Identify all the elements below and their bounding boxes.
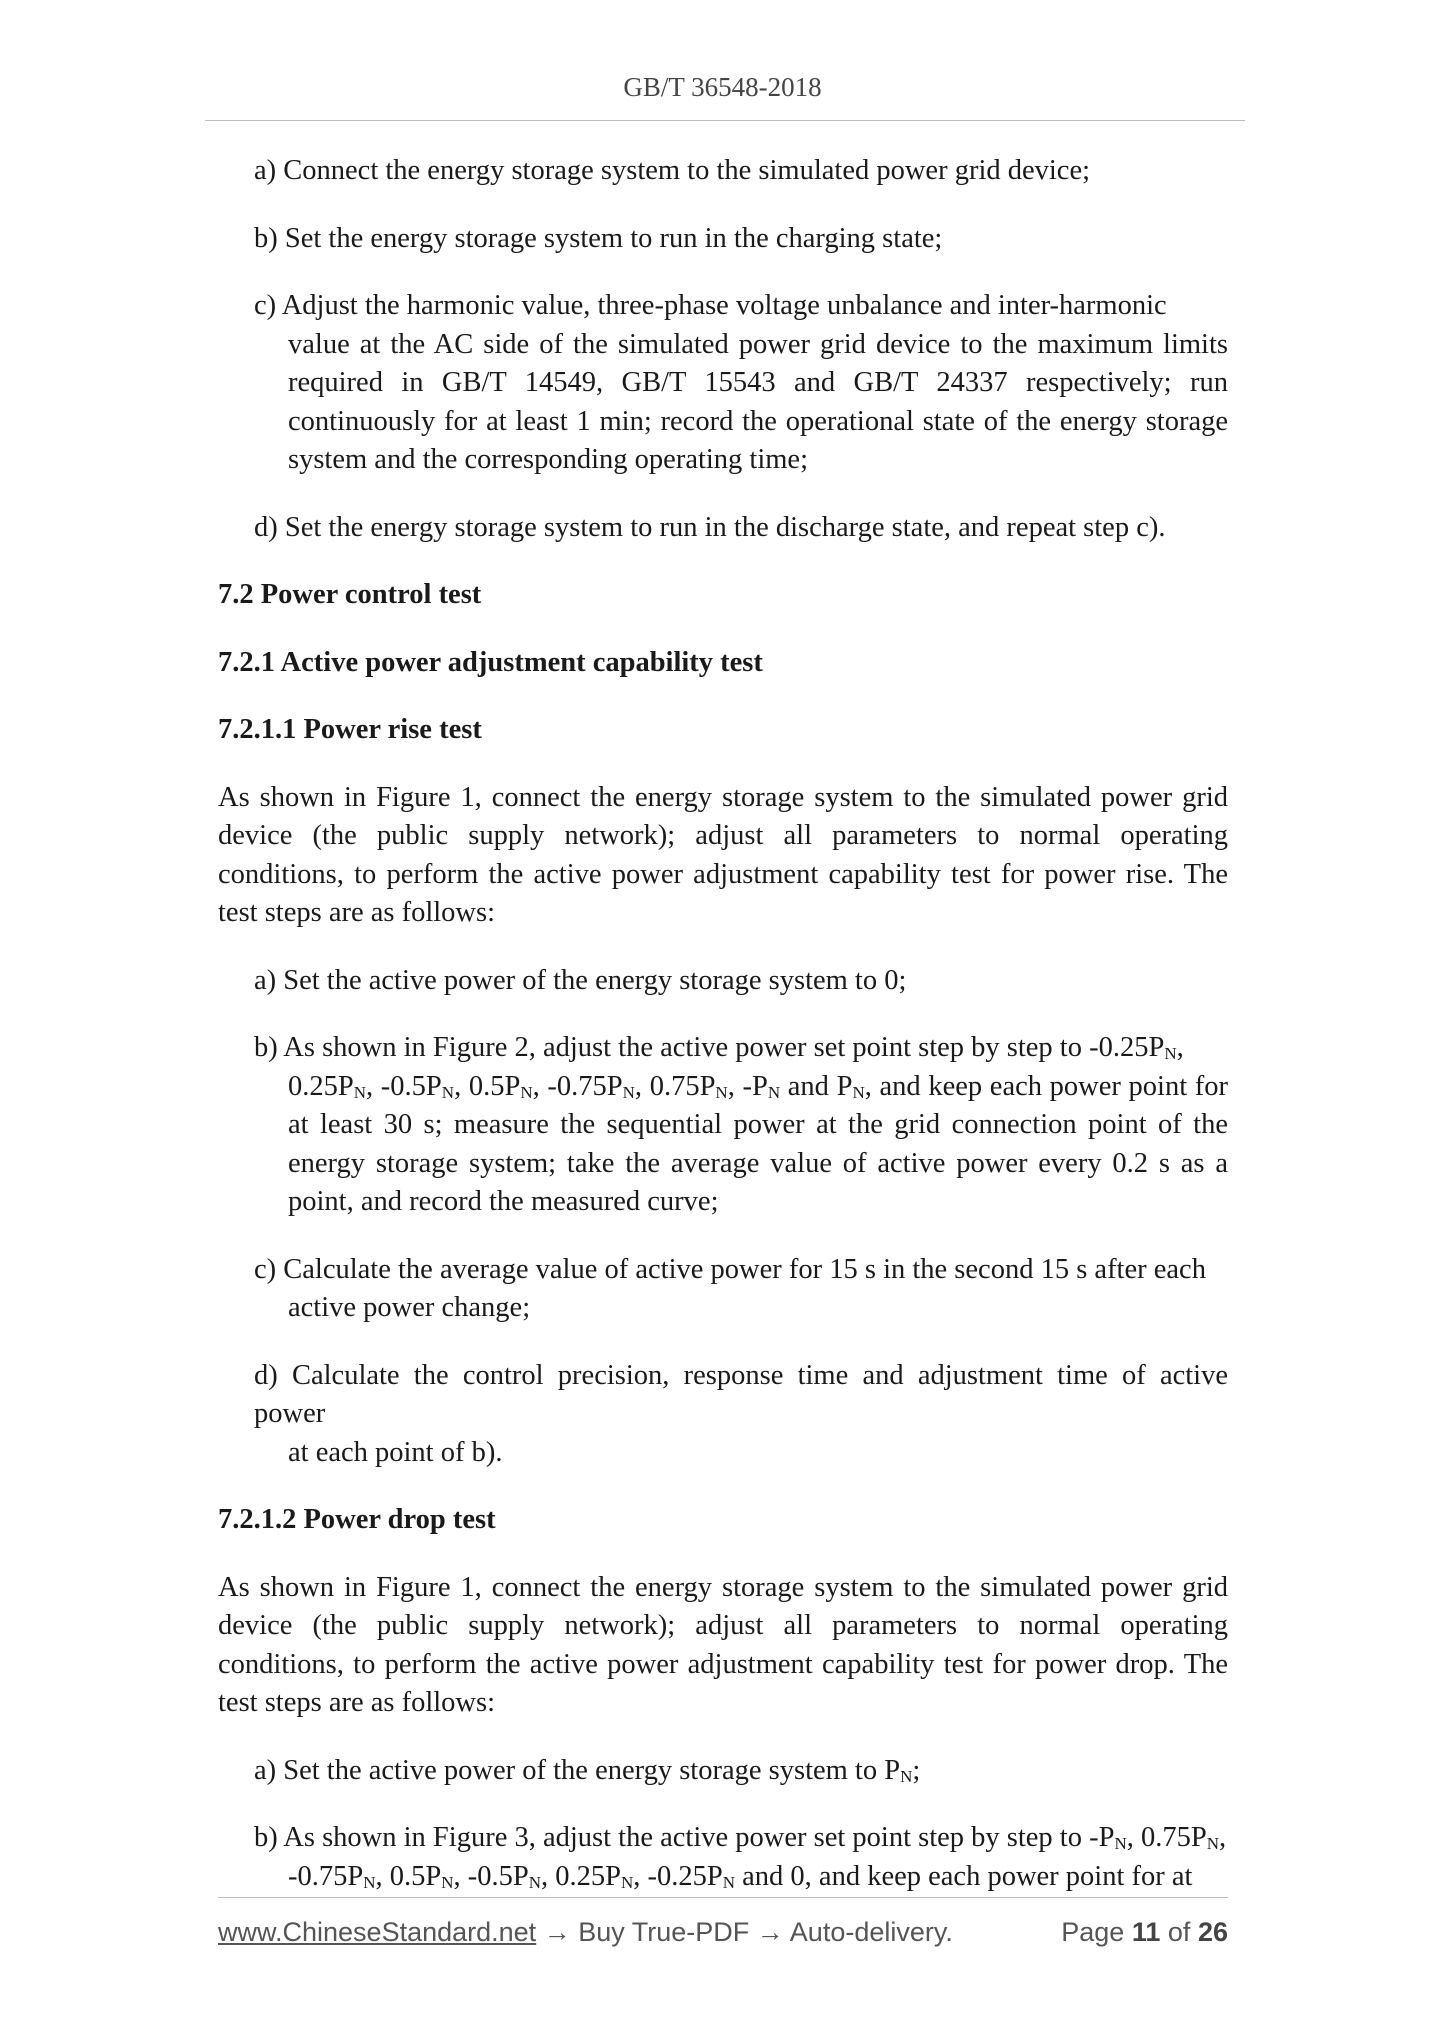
page-footer <box>218 1917 1228 1953</box>
list-item: a) Set the active power of the energy storage system to $P_N$; <box>254 1754 921 1786</box>
arrow-icon: → <box>756 1917 784 1947</box>
list-item: a) Connect the energy storage system to the simulated power grid device; <box>254 155 1091 186</box>
list-item: a) Set the active power of the energy storage system to 0; <box>254 964 907 996</box>
list-item-continuation: active power change; <box>288 1292 531 1323</box>
list-item-continuation: $-0.75P_N$, $0.5P_N$, $-0.5P_N$, $0.25P_N$, $-0.25P_N$ and 0, and keep each power point for at <box>288 1860 1193 1892</box>
of-label: of <box>1167 1917 1191 1947</box>
list-item-continuation: at each point of b). <box>288 1436 503 1468</box>
list-item-continuation: value at the AC side of the simulated power grid device to the maximum limits required in GB/T 14549, GB/T 15543 and GB/T 24337 respectively; run continuously for at least 1 min; record the operational state of the energy storage system and the corresponding operating time; <box>288 328 1228 475</box>
section-heading: 7.2 Power control test <box>218 579 482 610</box>
list-item: d) Set the energy storage system to run in the discharge state, and repeat step c). <box>254 511 1166 543</box>
list-item <box>218 287 1228 480</box>
list-item: d) Calculate the control precision, response time and adjustment time of active power at each point of b). <box>218 1357 1228 1473</box>
footer-divider <box>218 1897 1228 1898</box>
clause-heading: 7.2.1.1 Power rise test <box>218 714 482 745</box>
footer-promo <box>218 1917 953 1948</box>
website-link[interactable]: www.ChineseStandard.net <box>218 1917 537 1947</box>
page-label: Page <box>1061 1917 1125 1947</box>
list-item: c) Calculate the average value of active power for 15 s in the second 15 s after each active power change; <box>218 1251 1228 1328</box>
list-item-lead: c) Adjust the harmonic value, three-phase voltage unbalance and inter-harmonic <box>254 290 1167 321</box>
page-indicator <box>1061 1917 1228 1948</box>
list-item-continuation: $0.25P_N$, $-0.5P_N$, $0.5P_N$, $-0.75P_N$, $0.75P_N$, $-P_N$ and $P_N$, and keep each power point for at least 30 s; measure the sequential power at the grid connection point of the energy storage system; take the average value of active power every 0.2 s as a point, and record the measured curve; <box>288 1070 1229 1217</box>
list-item: b) As shown in Figure 3, adjust the active power set point step by step to $-P_N$, $0.75P_N$, $-0.75P_N$, $0.5P_N$, $-0.5P_N$, $0.25P_N$, $-0.25P_N$ and 0, and keep each power point for at <box>218 1819 1228 1896</box>
page-total: 26 <box>1197 1917 1228 1947</box>
buy-pdf-text: Buy True-PDF <box>578 1917 750 1947</box>
header-divider <box>205 120 1245 121</box>
body-paragraph: As shown in Figure 1, connect the energy storage system to the simulated power grid device (the public supply network); adjust all parameters to normal operating conditions, to perform the active power adjustment capability test for power rise. The test steps are as follows: <box>218 781 1228 928</box>
page-number: 11 <box>1131 1917 1161 1947</box>
body-paragraph: As shown in Figure 1, connect the energy storage system to the simulated power grid device (the public supply network); adjust all parameters to normal operating conditions, to perform the active power adjustment capability test for power drop. The test steps are as follows: <box>218 1571 1228 1718</box>
list-item: b) As shown in Figure 2, adjust the active power set point step by step to $-0.25P_N$, $0.25P_N$, $-0.5P_N$, $0.5P_N$, $-0.75P_N$, $0.75P_N$, $-P_N$ and $P_N$, and keep each power point for at least 30 s; measure the sequential power at the grid connection point of the energy storage system; take the average value of active power every 0.2 s as a point, and record the measured curve; <box>218 1029 1228 1222</box>
subsection-heading: 7.2.1 Active power adjustment capability test <box>218 646 763 678</box>
clause-heading: 7.2.1.2 Power drop test <box>218 1504 496 1535</box>
page-body <box>218 152 1228 1896</box>
auto-delivery-text: Auto-delivery. <box>789 1917 953 1947</box>
list-item: b) Set the energy storage system to run in the charging state; <box>254 222 943 254</box>
arrow-icon: → <box>543 1917 571 1947</box>
page-header: GB/T 36548-2018 <box>623 72 822 102</box>
